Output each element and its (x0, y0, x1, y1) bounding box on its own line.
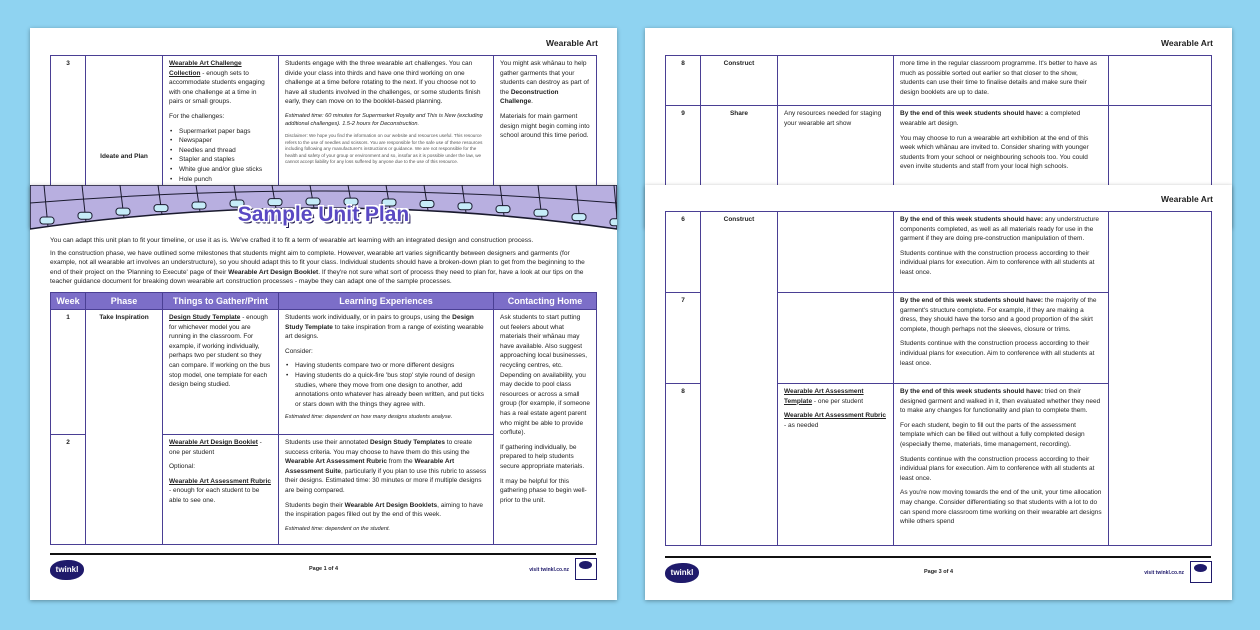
column-header: Things to Gather/Print (163, 293, 279, 310)
paragraph (285, 313, 487, 342)
text-run: Wearable Art Design Booklet (169, 439, 258, 446)
paragraph (784, 387, 887, 406)
cell-home (494, 56, 597, 192)
bullet-item: • Supermarket paper bags (177, 127, 272, 137)
text-run: a completed wearable art design. (900, 110, 1081, 127)
table-row (666, 56, 1212, 106)
website-link[interactable]: visit twinkl.co.nz (529, 567, 569, 573)
text-run: - enough for each student to be able to see one. (169, 487, 260, 504)
estimated-time-note: Estimated time: dependent on how many designs students analyse. (285, 414, 453, 421)
text-run: Deconstruction Challenge (500, 88, 559, 106)
cell-week: 6 (666, 212, 701, 293)
document-page-3 (645, 185, 1232, 600)
disclaimer-text: Disclaimer: We hope you find the information on our website and resources useful. This resource refers to the use of needles and scissors. You are responsible for the safe use of these resources including following any manufacturer's instructions or guidance. We are not responsible for the health and safety of your group or environment and so, insofar as it is possible under the law, we cannot accept liability for any loss suffered by anyone due to the use of this resource. (285, 132, 483, 165)
unit-plan-table (665, 211, 1212, 546)
cell-week: 7 (666, 293, 701, 384)
cell-learning (894, 56, 1109, 106)
cell-phase: Construct (701, 56, 778, 106)
bullet-list (169, 127, 272, 185)
paragraph: more time in the regular classroom programme. It's better to have as much as possible sorted out earlier so that closer to the show, students can use their time to finalise details and make sure their design booklets are up to date. (900, 60, 1098, 96)
text-run: Wearable Art Assessment Template (784, 388, 864, 405)
text-run: By the end of this week students should have: (900, 388, 1044, 395)
paragraph (500, 59, 590, 107)
page-title: Sample Unit Plan (237, 203, 410, 226)
paragraph (900, 109, 1102, 128)
paragraph: Optional: (169, 463, 196, 471)
cell-learning (279, 310, 494, 435)
text-run: - one per student (812, 397, 864, 405)
quality-badge-icon (1190, 561, 1212, 583)
text-run: You might ask whānau to help gather garments that your students can destroy as part of the (500, 60, 589, 96)
text-run: In the construction phase, we have outlined some milestones that students might aim to complete. However, wearable art varies significantly between designers and garments (for example, not all wearable art involves an understructure), so you should adapt this to fit your class. Individual students should have a broken-down plan to get from the beginning to the end of their project on the 'Planning to Execute' page of their (50, 249, 585, 276)
paragraph: As you're now moving towards the end of the unit, your time allocation may change. Consider differentiating so that students with a lot to do can spend more classroom time working on their wearable art designs while others spend (900, 489, 1102, 526)
text-run: - enough sets to accommodate students engaging with one challenge at a time in pairs or small groups. (169, 69, 265, 106)
paragraph (50, 249, 597, 287)
text-run: Wearable Art Design Booklet (228, 268, 319, 276)
bullet-item: • Needles and thread (177, 146, 272, 156)
text-run: By the end of this week students should have: (900, 297, 1044, 304)
cell-learning (894, 212, 1109, 293)
bullet-item: • Stapler and staples (177, 155, 272, 165)
quality-badge-icon (575, 558, 597, 580)
twinkl-logo: twinkl (665, 563, 699, 583)
text-run: Wearable Art Design Booklets (344, 501, 438, 509)
cell-phase: Construct (701, 212, 778, 546)
text-run: Wearable Art Assessment Suite (285, 458, 455, 475)
text-run: You can adapt this unit plan to fit your timeline, or use it as is. We've crafted it to fit a term of wearable art learning with an integrated design and construction process. (50, 237, 534, 244)
text-run: Design Study Template (169, 314, 241, 321)
document-page-1 (30, 185, 617, 600)
text-run: Students begin their (285, 501, 345, 509)
text-run: Design Study Templates (369, 439, 445, 446)
cell-gather (778, 293, 894, 384)
bullet-item: • Newspaper (177, 136, 272, 146)
column-header: Contacting Home (494, 293, 597, 310)
paragraph (50, 236, 597, 246)
text-run: By the end of this week students should have: (900, 216, 1044, 223)
paragraph (169, 477, 272, 506)
twinkl-logo: twinkl (50, 560, 84, 580)
paragraph: Students continue with the construction process according to their individual plans for execution. Aim to conference with all students at least once. (900, 455, 1095, 482)
unit-plan-table (50, 55, 597, 192)
paragraph (784, 411, 887, 430)
footer-divider (665, 556, 1211, 558)
paragraph (900, 215, 1102, 244)
bullet-item: • Having students compare two or more different designs (293, 361, 487, 371)
cell-gather (163, 310, 279, 435)
paragraph: Materials for main garment design might begin coming into school around this time period. (500, 112, 590, 140)
paragraph: Any resources needed for staging your wearable art show (784, 110, 882, 127)
paragraph: Students continue with the construction process according to their individual plans for execution. Aim to conference with all students at least once. (900, 249, 1095, 276)
cell-phase: Ideate and Plan (86, 56, 163, 192)
text-run: Wearable Art Assessment Rubric (285, 458, 387, 466)
cell-week: 3 (51, 56, 86, 192)
text-run: . (531, 98, 533, 106)
paragraph: You may choose to run a wearable art exhibition at the end of this week which whānau are invited to. Consider sharing with younger students from your school or neighbouring schools too. You could even invite students and staff from your local high schools. (900, 134, 1089, 171)
text-run: to create success criteria. You may choose to have them do this using the (285, 439, 473, 456)
estimated-time-note: Estimated time: 60 minutes for Supermarket Royalty and This is New (excluding additional challenges). 1.5-2 hours for Deconstruction. (285, 112, 483, 127)
text-run: Students use their annotated (285, 439, 370, 446)
paragraph: For each student, begin to fill out the parts of the assessment template which can be filled out without a fully completed design (especially theme, materials, time management, recording). (900, 421, 1085, 448)
paragraph (169, 313, 272, 390)
text-run: tried on their designed garment and walked in it, then evaluated whether they need to make any changes for functionality and plan to complete them. (900, 388, 1101, 415)
text-run: from the (387, 458, 415, 466)
text-run: Students work individually, or in pairs to groups, using the (285, 314, 453, 321)
cell-gather (778, 56, 894, 106)
table-row (51, 310, 597, 435)
footer-divider (50, 553, 596, 555)
cell-week: 9 (666, 106, 701, 228)
paragraph (285, 501, 487, 520)
text-run: . If they're not sure what sort of process they need to plan for, have a look at our tips on the teacher guidance document for breaking down wearable art construction processes - maybe they can adapt one of the sample processes. (50, 268, 584, 286)
cell-gather (778, 384, 894, 546)
page-number: Page 1 of 4 (308, 566, 339, 572)
paragraph: It may be helpful for this gathering phase to begin well-prior to the unit. (500, 477, 587, 504)
cell-learning (894, 384, 1109, 546)
intro-text (50, 236, 597, 290)
column-header: Phase (86, 293, 163, 310)
cell-phase: Take Inspiration (86, 310, 163, 545)
document-header: Wearable Art (546, 38, 598, 48)
text-run: - enough for whichever model you are running in the classroom. For example, if working individually, perhaps two per student so they can compare. If working on the bus stop model, one template for each design being studied. (169, 314, 271, 389)
paragraph: Consider: (285, 347, 313, 355)
cell-week: 8 (666, 56, 701, 106)
cell-home (1109, 212, 1212, 546)
table-header-row (51, 293, 597, 310)
paragraph (900, 296, 1102, 334)
text-run: , particularly if you plan to use this rubric to assess their designs. Estimated time: 30 minutes or more if multiple designs are being compared. (285, 467, 487, 494)
cell-week: 8 (666, 384, 701, 546)
paragraph (169, 59, 272, 107)
bullet-item: • White glue and/or glue sticks (177, 165, 272, 175)
page-number: Page 3 of 4 (923, 569, 954, 575)
text-run: By the end of this week students should have: (900, 110, 1044, 118)
text-run: Wearable Art Challenge Collection (169, 60, 242, 77)
estimated-time-note: Estimated time: dependent on the student. (285, 525, 391, 532)
paragraph: Ask students to start putting out feelers about what materials their whānau may have available. Also suggest approaching local businesses, recycling centres, etc. Depending on availability, you may decide to pool class resources or across a small group (for example, if someone has a real estate agent parent who might be able to provide corflute). (500, 314, 590, 437)
table-row (51, 56, 597, 192)
cell-home (1109, 56, 1212, 106)
document-header: Wearable Art (1161, 194, 1213, 204)
text-run: Wearable Art Assessment Rubric (169, 477, 271, 485)
cell-home (494, 310, 597, 545)
cell-week: 2 (51, 435, 86, 545)
cell-gather (163, 435, 279, 545)
table-row (666, 212, 1212, 293)
text-run: - one per student (169, 439, 262, 456)
cell-week: 1 (51, 310, 86, 435)
cell-learning (279, 56, 494, 192)
text-run: the majority of the garment's structure complete. For example, if they are making a dress, they should have the torso and a good proportion of the skirt complete, though perhaps not the sleeves, closure or trims. (900, 297, 1097, 333)
document-header: Wearable Art (1161, 38, 1213, 48)
text-run: - as needed (784, 421, 819, 429)
paragraph (285, 438, 487, 496)
cell-phase: Share (701, 106, 778, 228)
text-run: to take inspiration from a range of existing wearable art designs. (285, 323, 484, 341)
cell-gather (163, 56, 279, 192)
website-link[interactable]: visit twinkl.co.nz (1144, 570, 1184, 576)
paragraph (169, 438, 272, 457)
paragraph: Students engage with the three wearable art challenges. You can divide your class into thirds and have one third working on one challenge at a time before rotating to the next. If you choose not to have all students involved in the challenges, or some students finish early, they can move on to the booklet-based planning. (285, 60, 481, 106)
unit-plan-table (50, 292, 597, 545)
text-run: Wearable Art Assessment Rubric (784, 412, 886, 420)
text-run: any understructure components completed, as well as all materials ready for use in the garment if they are doing pre-construction manipulation of them. (900, 216, 1100, 243)
bullet-list (285, 361, 487, 409)
cell-learning (894, 293, 1109, 384)
column-header: Learning Experiences (279, 293, 494, 310)
paragraph (900, 387, 1102, 416)
bullet-item: • Hole punch (177, 175, 272, 185)
cell-learning (279, 435, 494, 545)
paragraph: For the challenges: (169, 112, 225, 120)
paragraph: Students continue with the construction process according to their individual plans for execution. Aim to conference with all students at least once. (900, 340, 1095, 367)
bullet-item: • Having students do a quick-fire 'bus stop' style round of design studies, where they move from one design to another, add annotations onto whatever has already been written, and put ticks or stars down with the things they agree with. (293, 371, 487, 409)
column-header: Week (51, 293, 86, 310)
text-run: , aiming to have the inspiration pages filled out by the end of this week. (285, 501, 483, 519)
text-run: Design Study Template (285, 314, 474, 331)
cell-gather (778, 212, 894, 293)
paragraph: If gathering individually, be prepared to help students secure appropriate materials. (500, 443, 585, 470)
